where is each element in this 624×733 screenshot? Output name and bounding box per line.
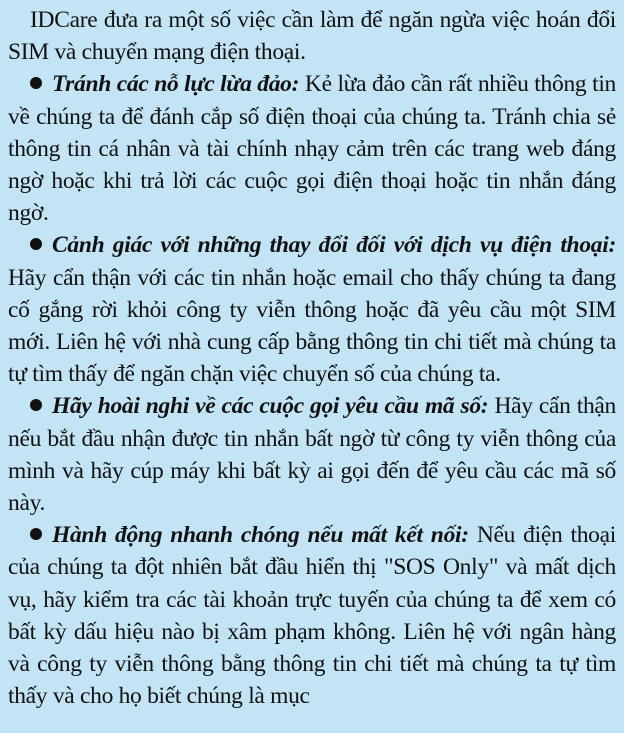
tip-head: [8, 522, 469, 548]
tip-watch-service-changes: [8, 229, 616, 390]
tip-lost-connection: [8, 519, 616, 712]
tip-head: [8, 71, 299, 97]
tip-title: Tránh các nỗ lực lừa đảo:: [52, 71, 300, 98]
tip-body: Nếu điện thoại của chúng ta đột nhiên bắt đầu hiển thị "SOS Only" và mất dịch vụ, hãy kiểm tra các tài khoản trực tuyến của chúng ta để xem có bất kỳ dấu hiệu nào bị xâm phạm không. Liên hệ với ngân hàng và công ty viễn thông bằng thông tin chi tiết mà chúng ta tự tìm thấy và cho họ biết chúng là mục: [8, 522, 616, 710]
tip-head: [8, 232, 616, 258]
tip-body: Kẻ lừa đảo cần rất nhiều thông tin về chúng ta để đánh cắp số điện thoại của chúng ta. Tránh chia sẻ thông tin cá nhân và tài chính nhạy cảm trên các trang web đáng ngờ hoặc khi trả lời các cuộc gọi điện thoại hoặc tin nhắn đáng ngờ.: [8, 71, 616, 227]
tip-head: [8, 393, 488, 419]
tip-avoid-scams: [8, 68, 616, 229]
bullet-icon: [30, 77, 42, 89]
tip-body: Hãy cẩn thận với các tin nhắn hoặc email cho thấy chúng ta đang cố gắng rời khỏi công ty viễn thông hoặc đã yêu cầu một SIM mới. Liên hệ với nhà cung cấp bằng thông tin chi tiết mà chúng ta tự tìm thấy để ngăn chặn việc chuyển số của chúng ta.: [8, 264, 616, 388]
tip-code-requests: [8, 390, 616, 519]
tip-title: Hãy hoài nghi về các cuộc gọi yêu cầu mã số:: [52, 393, 489, 420]
tip-body: Hãy cẩn thận nếu bắt đầu nhận được tin nhắn bất ngờ từ công ty viễn thông của mình và hãy cúp máy khi bất kỳ ai gọi đến để yêu cầu các mã số này.: [8, 393, 616, 517]
intro-paragraph: IDCare đưa ra một số việc cần làm để ngăn ngừa việc hoán đổi SIM và chuyển mạng điện thoại.: [8, 7, 616, 66]
bullet-icon: [30, 399, 42, 411]
bullet-icon: [30, 238, 42, 250]
tip-title: Hành động nhanh chóng nếu mất kết nối:: [52, 522, 469, 549]
bullet-icon: [30, 528, 42, 540]
tip-title: Cảnh giác với những thay đổi đối với dịch vụ điện thoại:: [52, 232, 616, 259]
